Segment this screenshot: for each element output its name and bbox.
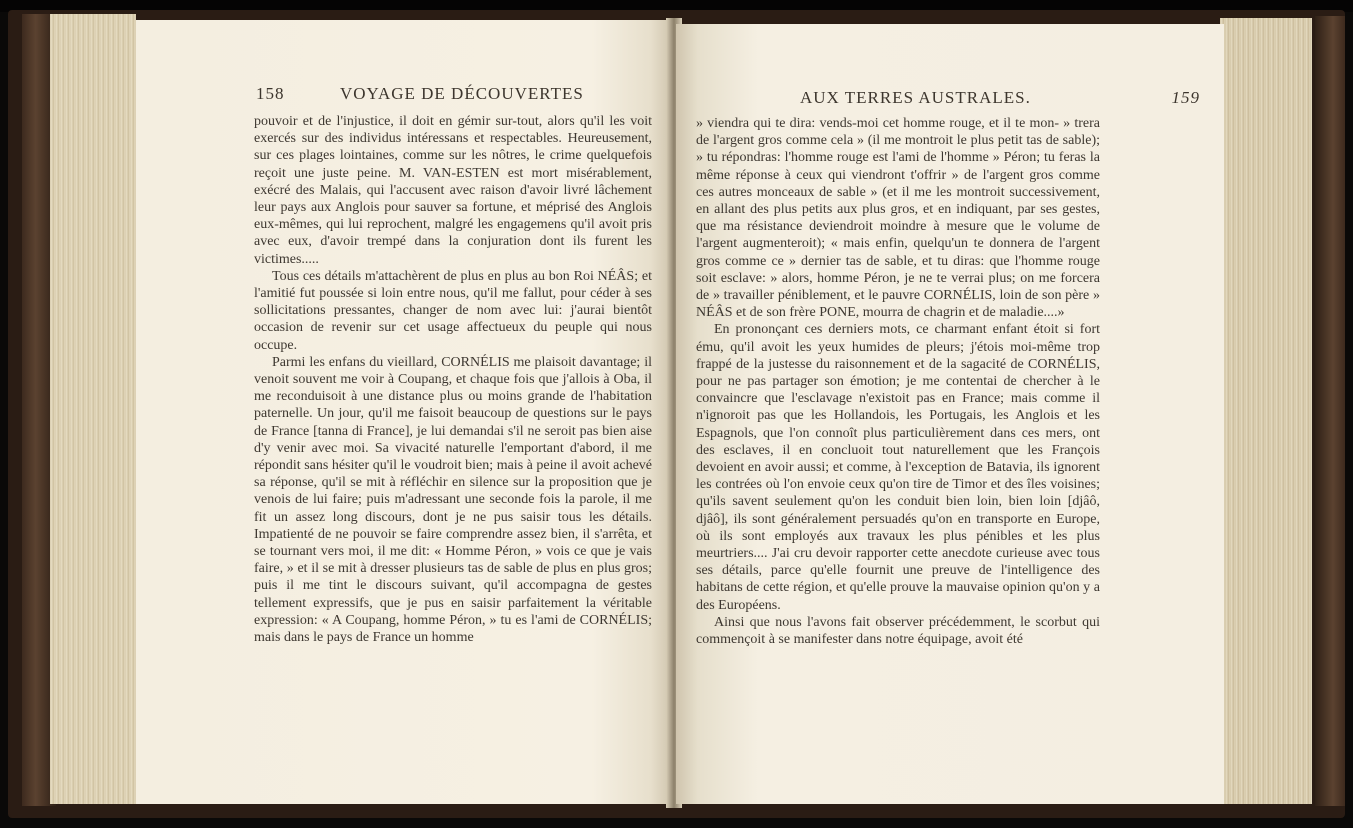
right-cover [1315, 16, 1345, 806]
right-paragraph-3: Ainsi que nous l'avons fait observer précédemment, le scorbut qui commençoit à se manifester dans notre équipage, avoit été [696, 614, 1100, 648]
right-page-edges [1220, 18, 1312, 804]
right-paragraph-2: En prononçant ces derniers mots, ce charmant enfant étoit si fort ému, qu'il avoit les yeux humides de pleurs; j'étois moi-même trop frappé de la justesse du raisonnement et de la sagacité de CORNÉLIS, pour ne pas partager son émotion; je me contentai de chercher à le convaincre que l'esclavage n'existoit pas en France; mais comme il n'ignoroit pas que les Hollandois, les Portugais, les Anglois et les Espagnols, que l'on connoît plus particulièrement dans ces mers, ont des esclaves, il en concluoit tout naturellement que les François devoient en avoir aussi; et comme, à l'exception de Batavia, ils ignorent les contrées où l'on envoie ceux qu'on tire de Timor et des îles voisines; qu'ils savent seulement qu'on les conduit bien loin, bien loin [djâô, djâô], ils sont généralement persuadés qu'on en transporte en Europe, où ils sont employés aux travaux les plus pénibles et les plus meurtriers.... J'ai cru devoir rapporter cette anecdote curieuse avec tous ses détails, parce qu'elle fournit une preuve de l'intelligence des habitans de cette région, et qu'elle prouve la mauvaise opinion qu'on y a des Européens. [696, 322, 1100, 613]
left-page-edges [50, 14, 136, 804]
left-page [136, 20, 672, 804]
right-page [676, 24, 1224, 804]
left-body-text [254, 113, 652, 646]
left-head-title: VOYAGE DE DÉCOUVERTES [340, 84, 584, 103]
left-paragraph-2: Tous ces détails m'attachèrent de plus en plus au bon Roi NÉÂS; et l'amitié fut poussée si loin entre nous, qu'il me fallut, pour céder à ses sollicitations pressantes, changer de nom avec lui: j'aurai bientôt occasion de revenir sur cet usage affectueux du peuple qui nous occupe. [254, 268, 652, 353]
right-body-text [696, 115, 1100, 648]
left-running-head [256, 84, 652, 106]
right-head-title: AUX TERRES AUSTRALES. [800, 88, 1031, 107]
right-page-number: 159 [1171, 88, 1200, 107]
right-running-head [800, 88, 1200, 110]
left-page-number: 158 [256, 84, 285, 103]
right-paragraph-1: » viendra qui te dira: vends-moi cet homme rouge, et il te mon- » trera de l'argent gros comme cela » (il me montroit le plus petit tas de sable); » tu répondras: l'homme rouge est l'ami de l'homme » Péron; tu feras la même réponse à ceux qui viendront t'offrir » de l'argent gros comme ces autres monceaux de sable » (et il me les montroit successivement, en allant des plus petits aux plus gros, et en indiquant, par ses gestes, que ma résistance deviendroit moindre à mesure que le volume de l'argent augmenteroit); « mais enfin, quelqu'un te donnera de l'argent gros comme ce » dernier tas de sable, et tu diras: que l'homme rouge soit esclave: » alors, homme Péron, je ne te verrai plus; on me forcera de » travailler péniblement, et le pauvre CORNÉLIS, loin de son père » NÉÂS et de son frère PONE, mourra de chagrin et de maladie....» [696, 116, 1100, 321]
left-paragraph-1: pouvoir et de l'injustice, il doit en gémir sur-tout, alors qu'il les voit exercés sur des individus intéressans et respectables. Heureusement, sur ces plages lointaines, comme sur les nôtres, le crime quelquefois reçoit une juste peine. M. VAN-ESTEN est mort misérablement, exécré des Malais, qui l'accusent avec raison d'avoir livré lâchement leur pays aux Anglois pour sauver sa fortune, et méprisé des Anglois eux-mêmes, qui lui reprochent, malgré les engagemens qu'il avoit pris avec eux, d'avoir trempé dans la conjuration dont ils furent les victimes..... [254, 114, 652, 267]
left-paragraph-3: Parmi les enfans du vieillard, CORNÉLIS me plaisoit davantage; il venoit souvent me voir à Coupang, et chaque fois que j'allois à Oba, il me reconduisoit à une distance plus ou moins grande de l'habitation paternelle. Un jour, qu'il me faisoit beaucoup de questions sur le pays de France [tanna di France], je lui demandai s'il ne seroit pas bien aise d'y venir avec moi. Sa vivacité naturelle l'emportant d'abord, il me répondit sans hésiter qu'il le voudroit bien; mais à peine il avoit achevé sa réponse, qu'il se mit à réfléchir en silence sur la proposition que je venois de lui faire; puis m'adressant une seconde fois la parole, il me fit un assez long discours, dont je ne pus saisir tous les détails. Impatienté de ne pouvoir se faire comprendre assez bien, il s'arrêta, et se tournant vers moi, il me dit: « Homme Péron, » vois ce que je vais faire, » et il se mit à dresser plusieurs tas de sable de plus en plus gros; puis il me tint le discours suivant, qu'il accompagna de gestes tellement expressifs, que je pus en saisir parfaitement la véritable expression: « A Coupang, homme Péron, » tu es l'ami de CORNÉLIS; mais dans le pays de France un homme [254, 354, 652, 646]
